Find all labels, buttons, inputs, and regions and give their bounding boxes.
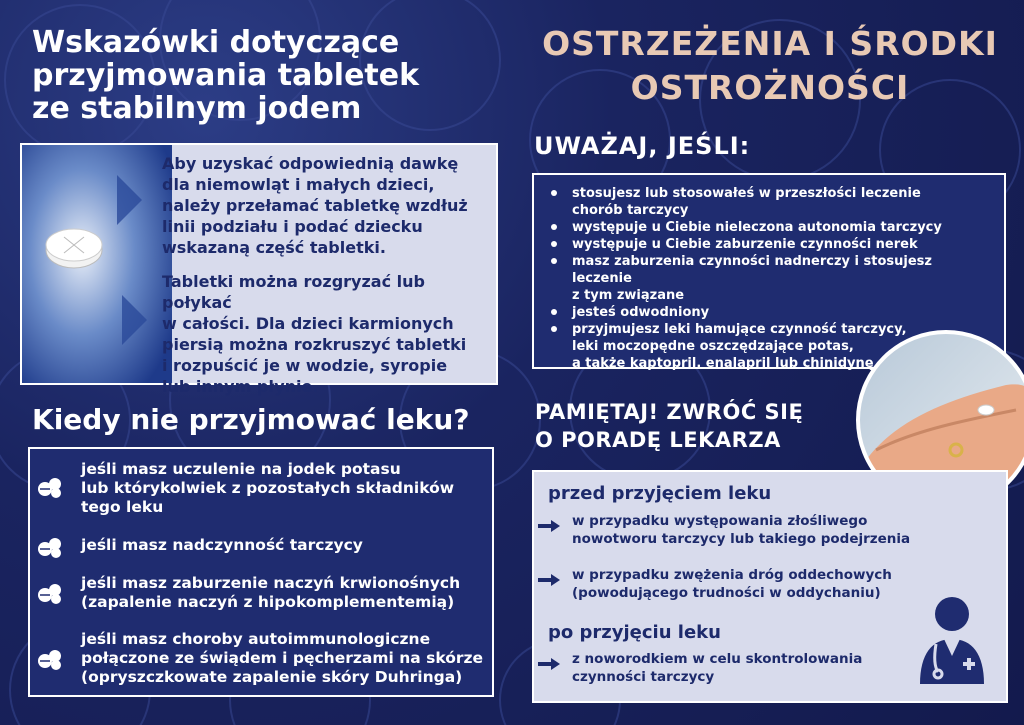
text-line: należy przełamać tabletkę wzdłuż (162, 196, 468, 215)
remember-title (535, 398, 803, 454)
pills-group-icon (37, 582, 63, 604)
pills-group-icon (37, 476, 63, 498)
arrow-right-icon (538, 574, 560, 586)
text-line: jeśli masz uczulenie na jodek potasu (81, 460, 401, 478)
text-line: jeśli masz choroby autoimmunologiczne (81, 630, 431, 648)
text-line: nowotworu tarczycy lub takiego podejrzenia (572, 531, 911, 547)
right-title (535, 22, 1005, 110)
right-title-line: OSTROŻNOŚCI (630, 68, 910, 107)
contraindication-item (45, 536, 485, 560)
caution-title: UWAŻAJ, JEŚLI: (534, 132, 751, 160)
tablet-photo (22, 145, 172, 383)
text-line: (powodującego trudności w oddychaniu) (572, 585, 881, 601)
text-line: Tabletki można rozgryzać lub połykać (162, 272, 425, 312)
text-line: w przypadku zwężenia dróg oddechowych (572, 567, 892, 583)
text-line: z tym związane (572, 288, 685, 303)
text-line: czynności tarczycy (572, 669, 715, 685)
before-item (540, 566, 920, 604)
text-line: w całości. Dla dzieci karmionych (162, 314, 454, 333)
caution-item (546, 219, 996, 236)
before-item (540, 512, 920, 550)
text-line: chorób tarczycy (572, 203, 689, 218)
arrow-right-icon (538, 520, 560, 532)
dosage-box (20, 143, 498, 396)
text-line: występuje u Ciebie nieleczona autonomia tarczycy (572, 220, 942, 235)
right-title-line: OSTRZEŻENIA I ŚRODKI (542, 24, 998, 63)
text-line: lub którykolwiek z pozostałych składników (81, 479, 455, 497)
text-line: jeśli masz nadczynność tarczycy (81, 536, 363, 554)
text-line: tego leku (81, 498, 164, 516)
left-title-line: Wskazówki dotyczące (32, 25, 400, 60)
text-line: z noworodkiem w celu skontrolowania (572, 651, 863, 667)
text-line: dla niemowląt i małych dzieci, (162, 175, 435, 194)
text-line: w przypadku występowania złośliwego (572, 513, 868, 529)
caution-item (546, 185, 996, 219)
caution-item (546, 304, 996, 321)
contraindication-item (45, 574, 485, 616)
when-not-title: Kiedy nie przyjmować leku? (32, 403, 470, 436)
arrow-right-icon (538, 658, 560, 670)
text-line: stosujesz lub stosowałeś w przeszłości leczenie (572, 186, 921, 201)
text-line: lub innym płynie. (162, 377, 319, 396)
text-line: jesteś odwodniony (572, 305, 710, 320)
text-line: PAMIĘTAJ! ZWRÓĆ SIĘ (535, 400, 804, 424)
text-line: linii podziału i podać dziecku (162, 217, 423, 236)
left-title (32, 26, 502, 125)
doctor-icon (916, 594, 988, 686)
text-line: połączone ze świądem i pęcherzami na skórze (81, 649, 484, 667)
contraindication-item (45, 630, 485, 690)
text-line: masz zaburzenia czynności nadnerczy i stosujesz leczenie (572, 254, 932, 286)
text-line: i rozpuścić je w wodzie, syropie (162, 356, 448, 375)
after-item (540, 650, 920, 688)
text-line: piersią można rozkruszyć tabletki (162, 335, 467, 354)
text-line: a także kaptopril, enalapril lub chinidynę (572, 356, 874, 371)
text-line: O PORADĘ LEKARZA (535, 428, 781, 452)
caution-item (546, 236, 996, 253)
text-line: (opryszczkowate zapalenie skóry Duhringa) (81, 668, 463, 686)
left-title-line: przyjmowania tabletek (32, 58, 420, 93)
left-title-line: ze stabilnym jodem (32, 91, 362, 126)
text-line: występuje u Ciebie zaburzenie czynności nerek (572, 237, 918, 252)
text-line: leki moczopędne oszczędzające potas, (572, 339, 854, 354)
text-line: przyjmujesz leki hamujące czynność tarczycy, (572, 322, 907, 337)
dosage-paragraph-2 (162, 271, 492, 397)
before-title: przed przyjęciem leku (548, 483, 772, 504)
pills-group-icon (37, 536, 63, 558)
text-line: jeśli masz zaburzenie naczyń krwionośnych (81, 574, 461, 592)
dosage-paragraph-1 (162, 153, 492, 258)
text-line: Aby uzyskać odpowiednią dawkę (162, 154, 459, 173)
contraindication-item (45, 460, 485, 520)
text-line: wskazaną część tabletki. (162, 238, 386, 257)
after-title: po przyjęciu leku (548, 622, 721, 643)
text-line: (zapalenie naczyń z hipokomplementemią) (81, 593, 455, 611)
caution-item (546, 253, 996, 304)
pills-group-icon (37, 648, 63, 670)
